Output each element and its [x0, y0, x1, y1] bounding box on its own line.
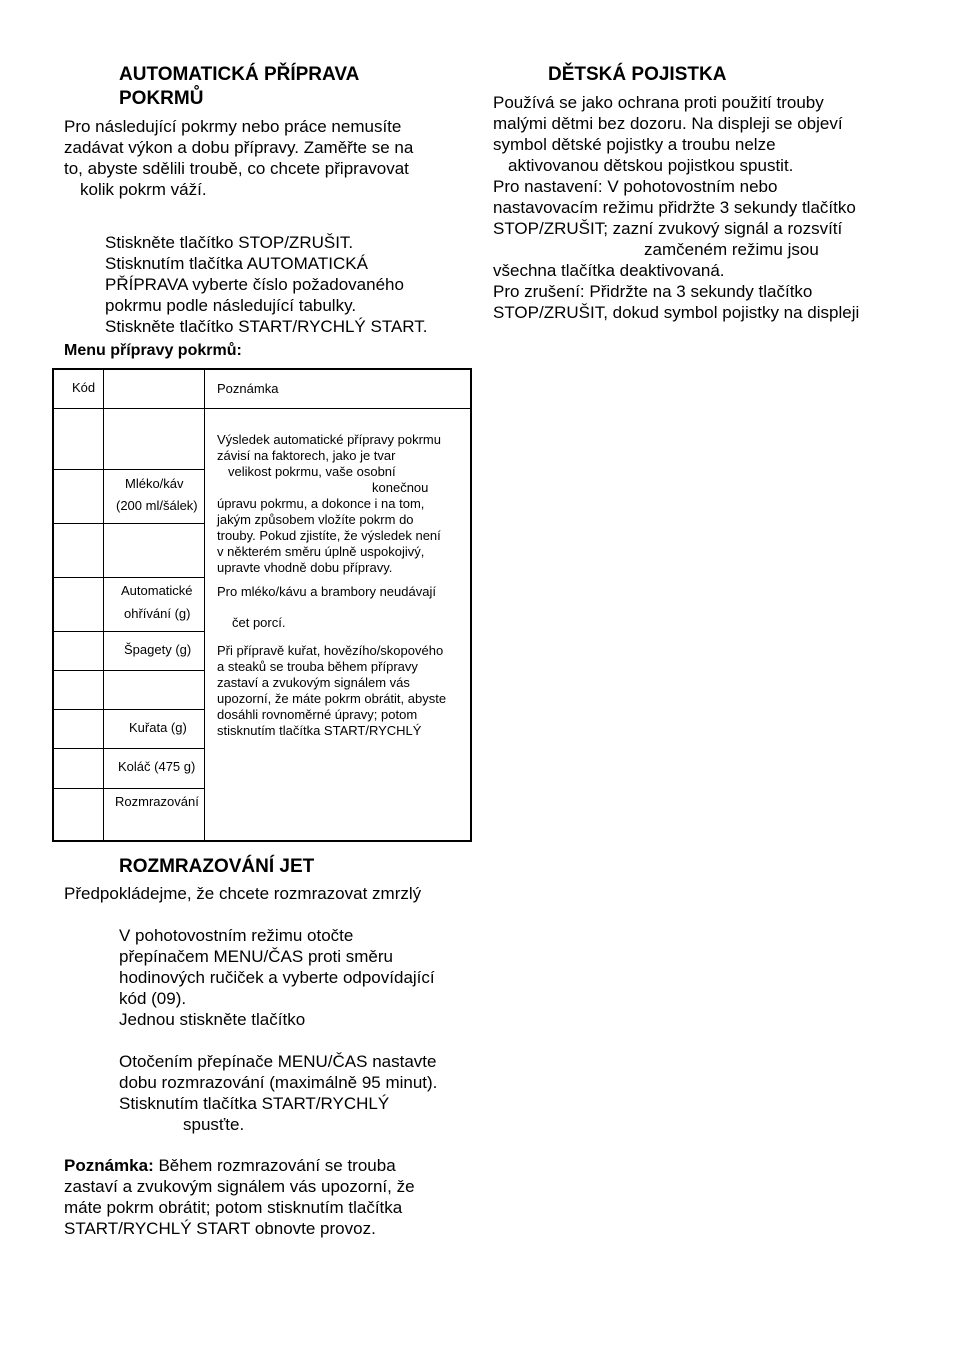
table-divider — [54, 748, 204, 749]
child-lock-text — [493, 92, 859, 323]
table-divider — [204, 370, 205, 840]
step-line: Stisknutím tlačítka AUTOMATICKÁ — [105, 254, 368, 273]
note-line: v některém směru úplně uspokojivý, — [217, 544, 425, 559]
step-line: PŘÍPRAVA vyberte číslo požadovaného — [105, 275, 404, 294]
text-line: STOP/ZRUŠIT, dokud symbol pojistky na displeji — [493, 303, 860, 322]
text-line: Pro nastavení: V pohotovostním nebo — [493, 177, 778, 196]
step-line: hodinových ručiček a vyberte odpovídající — [119, 968, 435, 987]
table-header-note: Poznámka — [217, 381, 279, 396]
note-label: Poznámka: — [64, 1156, 154, 1175]
text-line: Pro zrušení: Přidržte na 3 sekundy tlačítko — [493, 282, 813, 301]
table-note-1 — [217, 432, 441, 576]
table-divider — [54, 670, 204, 671]
table-cell-item: Koláč (475 g) — [118, 759, 196, 774]
defrost-note — [64, 1155, 415, 1239]
note-line: jakým způsobem vložíte pokrm do — [217, 512, 414, 527]
child-lock-heading: DĚTSKÁ POJISTKA — [548, 64, 727, 85]
note-line: konečnou — [372, 480, 429, 495]
note-line: upravte vhodně dobu přípravy. — [217, 560, 393, 575]
table-cell-item: Rozmrazování — [115, 794, 199, 809]
text-line: STOP/ZRUŠIT; zazní zvukový signál a rozsvítí — [493, 219, 843, 238]
text-line: nastavovacím režimu přidržte 3 sekundy tlačítko — [493, 198, 856, 217]
note-line: trouby. Pokud zjistíte, že výsledek není — [217, 528, 441, 543]
text-line: všechna tlačítka deaktivovaná. — [493, 261, 725, 280]
note-line: úpravu pokrmu, a dokonce i na tom, — [217, 496, 425, 511]
note-line: zastaví a zvukovým signálem vás upozorní, že — [64, 1177, 415, 1196]
note-line: Výsledek automatické přípravy pokrmu — [217, 432, 441, 447]
cooking-menu-table — [52, 368, 472, 842]
note-line: stisknutím tlačítka START/RYCHLÝ — [217, 723, 422, 738]
note-first-line — [64, 1155, 415, 1176]
auto-cooking-intro — [64, 116, 413, 200]
text-line: kolik pokrm váží. — [80, 180, 207, 199]
table-cell-item: Kuřata (g) — [129, 720, 187, 735]
jet-defrost-heading: ROZMRAZOVÁNÍ JET — [119, 856, 315, 877]
note-line: Při přípravě kuřat, hovězího/skopového — [217, 643, 444, 658]
note-line: dosáhli rovnoměrné úpravy; potom — [217, 707, 418, 722]
text-line: zadávat výkon a dobu přípravy. Zaměřte se na — [64, 138, 414, 157]
step-line: pokrmu podle následující tabulky. — [105, 296, 357, 315]
step-line: přepínačem MENU/ČAS proti směru — [119, 947, 393, 966]
note-line: závisí na faktorech, jako je tvar — [217, 448, 396, 463]
step-line: dobu rozmrazování (maximálně 95 minut). — [119, 1073, 438, 1092]
text-line: malými dětmi bez dozoru. Na displeji se objeví — [493, 114, 843, 133]
table-divider — [54, 709, 204, 710]
note-line: velikost pokrmu, vaše osobní — [228, 464, 396, 479]
step-line: Stiskněte tlačítko STOP/ZRUŠIT. — [105, 233, 354, 252]
jet-defrost-steps-2 — [119, 1051, 437, 1135]
table-divider — [103, 370, 104, 840]
note-line: START/RYCHLÝ START obnovte provoz. — [64, 1219, 376, 1238]
step-line: spusťte. — [183, 1115, 245, 1134]
heading-line: POKRMŮ — [119, 88, 204, 109]
table-cell-item: Mléko/káv — [125, 476, 184, 491]
step-line: Jednou stiskněte tlačítko — [119, 1010, 306, 1029]
step-line: Otočením přepínače MENU/ČAS nastavte — [119, 1052, 437, 1071]
note-line: máte pokrm obrátit; potom stisknutím tlačítka — [64, 1198, 403, 1217]
table-divider — [54, 408, 470, 409]
step-line: V pohotovostním režimu otočte — [119, 926, 354, 945]
text-line: Používá se jako ochrana proti použití trouby — [493, 93, 824, 112]
table-divider — [54, 469, 204, 470]
note-line: a steaků se trouba během přípravy — [217, 659, 418, 674]
table-cell-item: (200 ml/šálek) — [116, 498, 198, 513]
step-line: Stiskněte tlačítko START/RYCHLÝ START. — [105, 317, 428, 336]
table-divider — [54, 577, 204, 578]
text-line: to, abyste sdělili troubě, co chcete připravovat — [64, 159, 409, 178]
table-note-2: čet porcí. — [232, 615, 286, 630]
step-line: kód (09). — [119, 989, 187, 1008]
text-line: Pro následující pokrmy nebo práce nemusíte — [64, 117, 402, 136]
table-divider — [54, 523, 204, 524]
note-line: Během rozmrazování se trouba — [153, 1156, 396, 1175]
table-cell-item: Špagety (g) — [124, 642, 192, 657]
menu-label: Menu přípravy pokrmů: — [64, 342, 242, 359]
table-cell-item: ohřívání (g) — [124, 606, 191, 621]
jet-defrost-intro: Předpokládejme, že chcete rozmrazovat zmrzlý — [64, 884, 422, 903]
note-line: upozorní, že máte pokrm obrátit, abyste — [217, 691, 447, 706]
auto-cooking-steps — [105, 232, 427, 337]
table-cell-item: Automatické — [121, 583, 193, 598]
heading-line: AUTOMATICKÁ PŘÍPRAVA — [119, 64, 360, 85]
step-line: Stisknutím tlačítka START/RYCHLÝ — [119, 1094, 390, 1113]
note-line: zastaví a zvukovým signálem vás — [217, 675, 410, 690]
text-line: zamčeném režimu jsou — [644, 240, 819, 259]
table-note-2: Pro mléko/kávu a brambory neudávají — [217, 584, 436, 599]
jet-defrost-steps — [119, 925, 435, 1030]
text-line: aktivovanou dětskou pojistkou spustit. — [508, 156, 794, 175]
text-line: symbol dětské pojistky a troubu nelze — [493, 135, 776, 154]
table-note-3 — [217, 643, 446, 739]
table-divider — [54, 788, 204, 789]
auto-cooking-heading — [119, 63, 359, 111]
table-divider — [54, 631, 204, 632]
table-header-code: Kód — [72, 380, 96, 395]
